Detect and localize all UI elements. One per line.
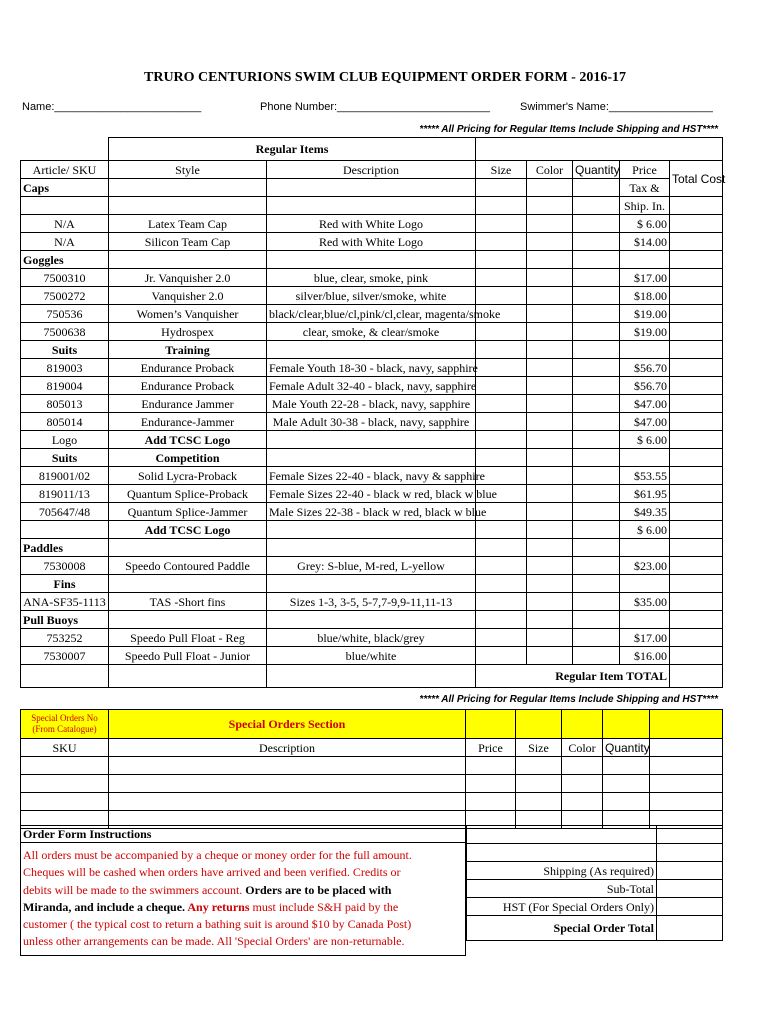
- size-cell[interactable]: [476, 629, 527, 647]
- row-description: Red with White Logo: [267, 233, 476, 251]
- special-quantity-cell[interactable]: [603, 793, 650, 811]
- table-row: [21, 467, 723, 485]
- row-sku: N/A: [21, 215, 109, 233]
- row-sku: 7530007: [21, 647, 109, 665]
- color-cell[interactable]: [527, 305, 573, 323]
- size-cell[interactable]: [476, 359, 527, 377]
- row-description: Red with White Logo: [267, 215, 476, 233]
- row-description: black/clear,blue/cl,pink/cl,clear, magenta/smoke: [267, 305, 476, 323]
- table-row: [21, 629, 723, 647]
- row-style: Add TCSC Logo: [109, 431, 267, 449]
- total-cell[interactable]: [670, 395, 723, 413]
- special-orders-note-line2: (From Catalogue): [32, 724, 97, 734]
- row-style: Add TCSC Logo: [109, 521, 267, 539]
- special-color-cell[interactable]: [562, 775, 603, 793]
- row-sku: 7500310: [21, 269, 109, 287]
- row-price: $18.00: [620, 287, 670, 305]
- swimmer-name-field-label: Swimmer's Name:_________________: [520, 101, 713, 113]
- category-paddles: Paddles: [21, 539, 109, 557]
- row-style: Endurance-Jammer: [109, 413, 267, 431]
- special-total-cell[interactable]: [650, 757, 723, 775]
- row-style: Endurance Proback: [109, 359, 267, 377]
- total-cell[interactable]: [670, 557, 723, 575]
- color-cell[interactable]: [527, 629, 573, 647]
- quantity-cell[interactable]: [573, 305, 620, 323]
- col-quantity: Quantity: [573, 161, 620, 179]
- shipping-label: Shipping (As required): [467, 862, 657, 880]
- quantity-cell[interactable]: [573, 485, 620, 503]
- row-description: Male Sizes 22-38 - black w red, black w blue: [267, 503, 476, 521]
- col-total-cost: Total Cost: [670, 161, 723, 197]
- color-cell[interactable]: [527, 233, 573, 251]
- quantity-cell[interactable]: [573, 359, 620, 377]
- color-cell[interactable]: [527, 323, 573, 341]
- special-order-row: [21, 793, 723, 811]
- col-size: Size: [476, 161, 527, 179]
- table-row: [21, 269, 723, 287]
- size-cell[interactable]: [476, 557, 527, 575]
- quantity-cell[interactable]: [573, 521, 620, 539]
- special-orders-heading: Special Orders Section: [109, 710, 466, 739]
- total-cell[interactable]: [670, 323, 723, 341]
- col-special-sku: SKU: [21, 739, 109, 757]
- table-row: [21, 395, 723, 413]
- row-description: silver/blue, silver/smoke, white: [267, 287, 476, 305]
- row-price: $53.55: [620, 467, 670, 485]
- quantity-cell[interactable]: [573, 557, 620, 575]
- special-quantity-cell[interactable]: [603, 757, 650, 775]
- size-cell[interactable]: [476, 377, 527, 395]
- color-cell[interactable]: [527, 521, 573, 539]
- special-color-cell[interactable]: [562, 757, 603, 775]
- size-cell[interactable]: [476, 413, 527, 431]
- size-cell[interactable]: [476, 593, 527, 611]
- total-cell[interactable]: [670, 485, 723, 503]
- category-suits-competition: Suits: [21, 449, 109, 467]
- color-cell[interactable]: [527, 395, 573, 413]
- row-sku: ANA-SF35-1113: [21, 593, 109, 611]
- row-price: $ 6.00: [620, 521, 670, 539]
- row-price: $19.00: [620, 323, 670, 341]
- row-description: Male Youth 22-28 - black, navy, sapphire: [267, 395, 476, 413]
- quantity-cell[interactable]: [573, 377, 620, 395]
- table-row: [21, 647, 723, 665]
- row-sku: Logo: [21, 431, 109, 449]
- row-style: Solid Lycra-Proback: [109, 467, 267, 485]
- total-cell[interactable]: [670, 359, 723, 377]
- instructions-line: [23, 899, 463, 916]
- col-price-line3: Ship. In.: [620, 197, 670, 215]
- subtotal-label: Sub-Total: [467, 880, 657, 898]
- total-cell[interactable]: [670, 269, 723, 287]
- instructions-title: Order Form Instructions: [21, 826, 465, 843]
- table-row: [21, 287, 723, 305]
- row-style: Quantum Splice-Jammer: [109, 503, 267, 521]
- category-pull-buoys: Pull Buoys: [21, 611, 109, 629]
- quantity-cell[interactable]: [573, 593, 620, 611]
- col-special-color: Color: [562, 739, 603, 757]
- regular-item-total-value[interactable]: [670, 665, 723, 688]
- col-price-line2: Tax &: [620, 179, 670, 197]
- total-cell[interactable]: [670, 521, 723, 539]
- row-price: $47.00: [620, 413, 670, 431]
- col-price: Price: [620, 161, 670, 179]
- special-price-cell[interactable]: [466, 775, 516, 793]
- regular-item-total-label: Regular Item TOTAL: [476, 665, 670, 688]
- table-row: [21, 557, 723, 575]
- category-suits-training: Suits: [21, 341, 109, 359]
- total-cell[interactable]: [670, 413, 723, 431]
- row-sku: 753252: [21, 629, 109, 647]
- row-description: Grey: S-blue, M-red, L-yellow: [267, 557, 476, 575]
- row-style: Jr. Vanquisher 2.0: [109, 269, 267, 287]
- quantity-cell[interactable]: [573, 413, 620, 431]
- row-sku: 750536: [21, 305, 109, 323]
- col-special-description: Description: [109, 739, 466, 757]
- color-cell[interactable]: [527, 287, 573, 305]
- row-price: $23.00: [620, 557, 670, 575]
- total-cell[interactable]: [670, 593, 723, 611]
- row-price: $14.00: [620, 233, 670, 251]
- subcategory-training: Training: [109, 341, 267, 359]
- total-cell[interactable]: [670, 305, 723, 323]
- special-price-cell[interactable]: [466, 793, 516, 811]
- row-sku: 705647/48: [21, 503, 109, 521]
- quantity-cell[interactable]: [573, 269, 620, 287]
- category-fins: Fins: [21, 575, 109, 593]
- regular-items-heading: Regular Items: [109, 138, 476, 161]
- row-price: $17.00: [620, 629, 670, 647]
- special-quantity-cell[interactable]: [603, 775, 650, 793]
- row-style: TAS -Short fins: [109, 593, 267, 611]
- pricing-note: ***** All Pricing for Regular Items Include Shipping and HST****: [419, 124, 718, 135]
- col-article-sku: Article/ SKU: [21, 161, 109, 179]
- special-description-cell[interactable]: [109, 775, 466, 793]
- color-cell[interactable]: [527, 431, 573, 449]
- hst-label: HST (For Special Orders Only): [467, 898, 657, 916]
- hst-value[interactable]: [657, 898, 723, 916]
- special-description-cell[interactable]: [109, 757, 466, 775]
- total-cell[interactable]: [670, 377, 723, 395]
- size-cell[interactable]: [476, 647, 527, 665]
- special-order-row: [21, 757, 723, 775]
- special-order-total-value[interactable]: [657, 916, 723, 941]
- table-row: [21, 503, 723, 521]
- col-special-quantity: Quantity: [603, 739, 650, 757]
- quantity-cell[interactable]: [573, 395, 620, 413]
- color-cell[interactable]: [527, 485, 573, 503]
- pricing-note-2: ***** All Pricing for Regular Items Include Shipping and HST****: [419, 694, 718, 705]
- size-cell[interactable]: [476, 431, 527, 449]
- color-cell[interactable]: [527, 557, 573, 575]
- instructions-line: customer ( the typical cost to return a bathing suit is around $10 by Canada Post): [23, 917, 412, 932]
- special-order-summary: [466, 825, 723, 941]
- color-cell[interactable]: [527, 503, 573, 521]
- special-total-cell[interactable]: [650, 775, 723, 793]
- special-orders-note: [21, 710, 109, 739]
- instructions-box: [20, 825, 466, 956]
- total-cell[interactable]: [670, 503, 723, 521]
- special-sku-cell[interactable]: [21, 775, 109, 793]
- color-cell[interactable]: [527, 269, 573, 287]
- row-sku: 7500638: [21, 323, 109, 341]
- instructions-text-part: must include S&H paid by the: [249, 899, 399, 914]
- quantity-cell[interactable]: [573, 467, 620, 485]
- col-special-size: Size: [516, 739, 562, 757]
- special-size-cell[interactable]: [516, 775, 562, 793]
- row-description: [267, 431, 476, 449]
- special-orders-note-line1: Special Orders No: [31, 713, 98, 723]
- row-description: blue, clear, smoke, pink: [267, 269, 476, 287]
- row-description: Female Sizes 22-40 - black w red, black w blue: [267, 485, 476, 503]
- subtotal-value[interactable]: [657, 880, 723, 898]
- quantity-cell[interactable]: [573, 503, 620, 521]
- special-total-cell[interactable]: [650, 793, 723, 811]
- instructions-returns-emphasis: Any returns: [187, 899, 250, 914]
- row-sku: 819011/13: [21, 485, 109, 503]
- row-price: $56.70: [620, 377, 670, 395]
- quantity-cell[interactable]: [573, 215, 620, 233]
- table-row: [21, 323, 723, 341]
- size-cell[interactable]: [476, 395, 527, 413]
- row-style: Speedo Pull Float - Reg: [109, 629, 267, 647]
- size-cell[interactable]: [476, 269, 527, 287]
- special-color-cell[interactable]: [562, 793, 603, 811]
- special-orders-table: [20, 709, 723, 829]
- special-sku-cell[interactable]: [21, 793, 109, 811]
- row-style: Vanquisher 2.0: [109, 287, 267, 305]
- row-price: $ 6.00: [620, 215, 670, 233]
- row-style: Endurance Jammer: [109, 395, 267, 413]
- row-sku: 819004: [21, 377, 109, 395]
- col-special-price: Price: [466, 739, 516, 757]
- instructions-bold-part: Orders are to be placed with: [245, 882, 392, 897]
- name-field-label: Name:________________________: [22, 101, 202, 113]
- row-style: Women’s Vanquisher: [109, 305, 267, 323]
- color-cell[interactable]: [527, 377, 573, 395]
- special-description-cell[interactable]: [109, 793, 466, 811]
- table-row: [21, 305, 723, 323]
- row-style: Hydrospex: [109, 323, 267, 341]
- category-goggles: Goggles: [21, 251, 109, 269]
- instructions-line: [23, 882, 463, 899]
- row-price: $49.35: [620, 503, 670, 521]
- form-title: TRURO CENTURIONS SWIM CLUB EQUIPMENT ORDER FORM - 2016-17: [144, 70, 626, 85]
- row-style: Speedo Pull Float - Junior: [109, 647, 267, 665]
- total-cell[interactable]: [670, 647, 723, 665]
- row-price: $61.95: [620, 485, 670, 503]
- table-row: [21, 431, 723, 449]
- total-cell[interactable]: [670, 629, 723, 647]
- row-sku: 7500272: [21, 287, 109, 305]
- phone-field-label: Phone Number:_________________________: [260, 101, 490, 113]
- row-description: clear, smoke, & clear/smoke: [267, 323, 476, 341]
- regular-items-table: [20, 137, 726, 688]
- row-style: Latex Team Cap: [109, 215, 267, 233]
- total-cell[interactable]: [670, 431, 723, 449]
- row-style: Speedo Contoured Paddle: [109, 557, 267, 575]
- row-description: blue/white, black/grey: [267, 629, 476, 647]
- instructions-text: [21, 843, 465, 951]
- row-description: Male Adult 30-38 - black, navy, sapphire: [267, 413, 476, 431]
- row-price: $16.00: [620, 647, 670, 665]
- table-row: [21, 359, 723, 377]
- subcategory-competition: Competition: [109, 449, 267, 467]
- special-size-cell[interactable]: [516, 793, 562, 811]
- table-row: [21, 593, 723, 611]
- size-cell[interactable]: [476, 287, 527, 305]
- quantity-cell[interactable]: [573, 431, 620, 449]
- color-cell[interactable]: [527, 467, 573, 485]
- table-row: [21, 377, 723, 395]
- row-sku: 805014: [21, 413, 109, 431]
- row-description: blue/white: [267, 647, 476, 665]
- row-description: [267, 521, 476, 539]
- instructions-bold-part: Miranda, and include a cheque.: [23, 899, 188, 914]
- row-sku: N/A: [21, 233, 109, 251]
- row-sku: 7530008: [21, 557, 109, 575]
- color-cell[interactable]: [527, 413, 573, 431]
- shipping-value[interactable]: [657, 862, 723, 880]
- category-caps: Caps: [21, 179, 109, 197]
- row-description: Female Youth 18-30 - black, navy, sapphire: [267, 359, 476, 377]
- row-price: $17.00: [620, 269, 670, 287]
- table-row: [21, 233, 723, 251]
- col-style: Style: [109, 161, 267, 179]
- row-price: $56.70: [620, 359, 670, 377]
- size-cell[interactable]: [476, 521, 527, 539]
- row-sku: 819003: [21, 359, 109, 377]
- special-price-cell[interactable]: [466, 757, 516, 775]
- quantity-cell[interactable]: [573, 629, 620, 647]
- table-row: [21, 521, 723, 539]
- row-sku: 805013: [21, 395, 109, 413]
- table-row: [21, 413, 723, 431]
- quantity-cell[interactable]: [573, 323, 620, 341]
- quantity-cell[interactable]: [573, 233, 620, 251]
- row-price: $ 6.00: [620, 431, 670, 449]
- total-cell[interactable]: [670, 467, 723, 485]
- row-style: Silicon Team Cap: [109, 233, 267, 251]
- row-price: $19.00: [620, 305, 670, 323]
- special-order-row: [21, 775, 723, 793]
- row-price: $35.00: [620, 593, 670, 611]
- special-order-total-label: Special Order Total: [467, 916, 657, 941]
- size-cell[interactable]: [476, 215, 527, 233]
- total-cell[interactable]: [670, 233, 723, 251]
- instructions-line: All orders must be accompanied by a cheque or money order for the full amount.: [23, 848, 412, 862]
- row-style: Endurance Proback: [109, 377, 267, 395]
- color-cell[interactable]: [527, 359, 573, 377]
- instructions-text-part: debits will be made to the swimmers account.: [23, 882, 246, 897]
- color-cell[interactable]: [527, 647, 573, 665]
- instructions-line: Cheques will be cashed when orders have arrived and been verified. Credits or: [23, 865, 401, 880]
- quantity-cell[interactable]: [573, 647, 620, 665]
- color-cell[interactable]: [527, 215, 573, 233]
- col-description: Description: [267, 161, 476, 179]
- total-cell[interactable]: [670, 287, 723, 305]
- row-description: Female Sizes 22-40 - black, navy & sapphire: [267, 467, 476, 485]
- instructions-line: unless other arrangements can be made. All 'Special Orders' are non-returnable.: [23, 934, 405, 949]
- row-price: $47.00: [620, 395, 670, 413]
- table-row: [21, 215, 723, 233]
- col-color: Color: [527, 161, 573, 179]
- color-cell[interactable]: [527, 593, 573, 611]
- row-sku: 819001/02: [21, 467, 109, 485]
- special-sku-cell[interactable]: [21, 757, 109, 775]
- total-cell[interactable]: [670, 215, 723, 233]
- table-row: [21, 485, 723, 503]
- quantity-cell[interactable]: [573, 287, 620, 305]
- row-sku: [21, 521, 109, 539]
- size-cell[interactable]: [476, 233, 527, 251]
- row-style: Quantum Splice-Proback: [109, 485, 267, 503]
- size-cell[interactable]: [476, 323, 527, 341]
- row-description: Sizes 1-3, 3-5, 5-7,7-9,9-11,11-13: [267, 593, 476, 611]
- row-description: Female Adult 32-40 - black, navy, sapphire: [267, 377, 476, 395]
- special-size-cell[interactable]: [516, 757, 562, 775]
